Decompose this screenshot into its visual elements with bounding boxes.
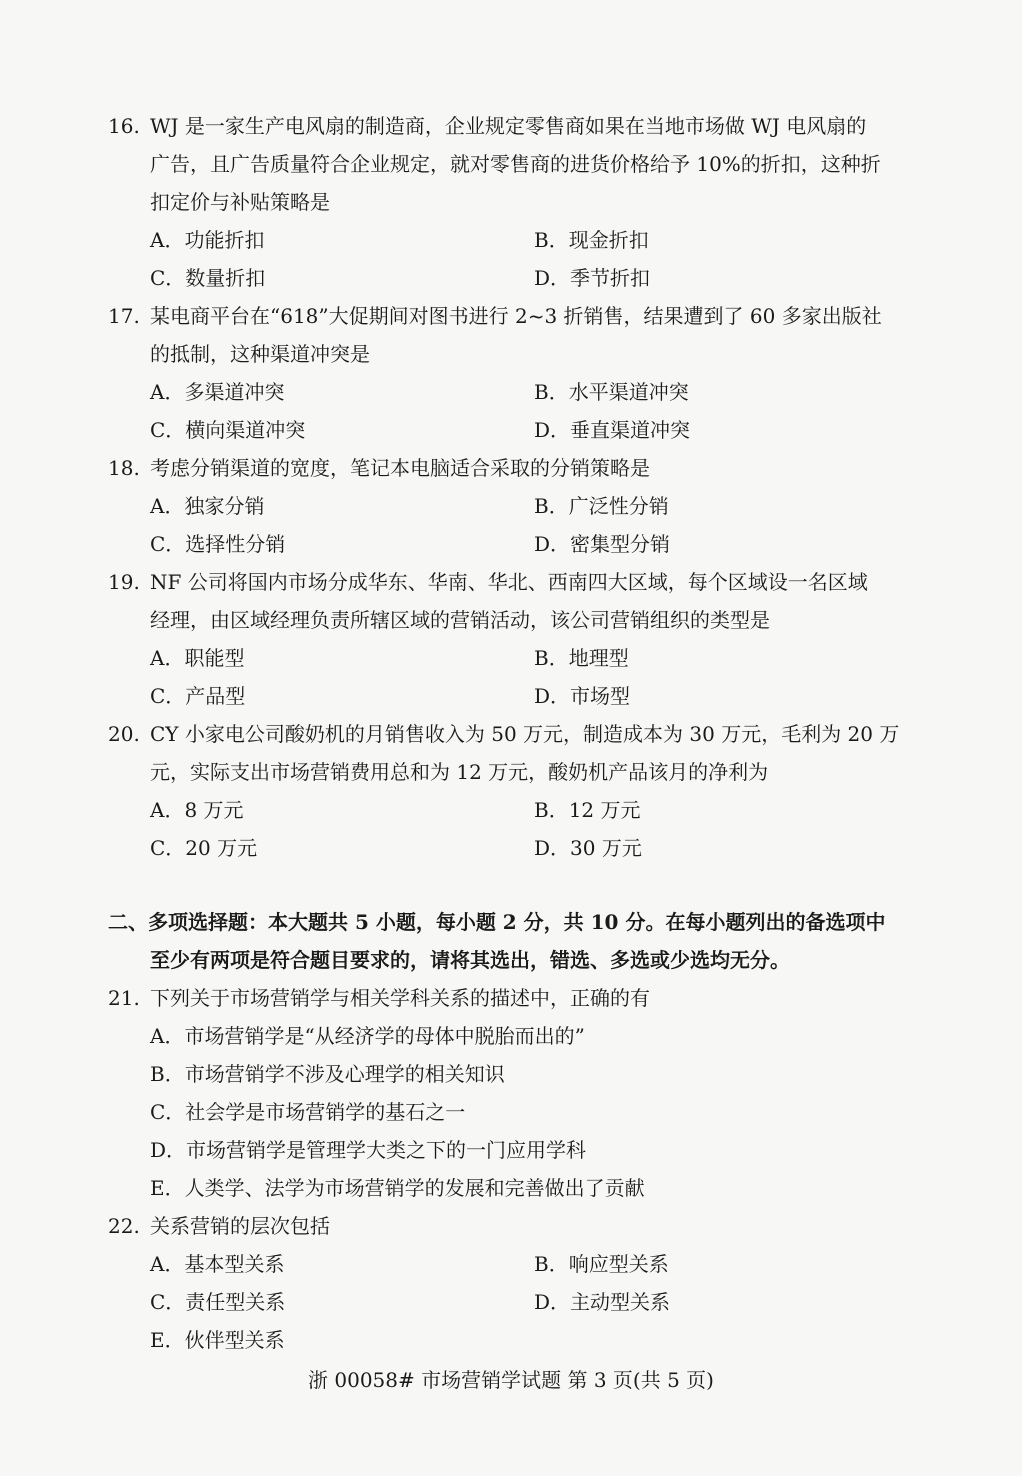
option-a: A．基本型关系 (150, 1252, 285, 1276)
option-b: B．12 万元 (534, 798, 641, 822)
question-stem-line: 下列关于市场营销学与相关学科关系的描述中，正确的有 (150, 986, 650, 1010)
option-a: A．8 万元 (150, 798, 244, 822)
question-stem-line: 广告，且广告质量符合企业规定，就对零售商的进货价格给予 10%的折扣，这种折 (150, 152, 881, 176)
option-c: C．选择性分销 (150, 532, 286, 556)
question-number: 20. (108, 722, 140, 746)
option-c: C．20 万元 (150, 836, 258, 860)
option-a: A．独家分销 (150, 494, 265, 518)
question-stem-line: 扣定价与补贴策略是 (150, 190, 330, 214)
option-b: B．现金折扣 (534, 228, 649, 252)
option-b: B．水平渠道冲突 (534, 380, 689, 404)
question-stem-line: 考虑分销渠道的宽度，笔记本电脑适合采取的分销策略是 (150, 456, 650, 480)
option-c: C．社会学是市场营销学的基石之一 (150, 1100, 466, 1124)
option-c: C．产品型 (150, 684, 246, 708)
option-a: A．职能型 (150, 646, 245, 670)
question-stem-line: CY 小家电公司酸奶机的月销售收入为 50 万元，制造成本为 30 万元，毛利为 20 万 (150, 722, 900, 746)
option-a: A．市场营销学是“从经济学的母体中脱胎而出的” (150, 1024, 585, 1048)
option-a: A．功能折扣 (150, 228, 265, 252)
section-heading: 二、多项选择题：本大题共 5 小题，每小题 2 分，共 10 分。在每小题列出的备选项中 (108, 910, 886, 934)
question-stem-line: 元，实际支出市场营销费用总和为 12 万元，酸奶机产品该月的净利为 (150, 760, 769, 784)
option-d: D．密集型分销 (534, 532, 671, 556)
question-number: 16. (108, 114, 140, 138)
question-number: 21. (108, 986, 140, 1010)
option-d: D．市场营销学是管理学大类之下的一门应用学科 (150, 1138, 587, 1162)
question-stem-line: 关系营销的层次包括 (150, 1214, 330, 1238)
question-number: 17. (108, 304, 140, 328)
question-stem-line: WJ 是一家生产电风扇的制造商，企业规定零售商如果在当地市场做 WJ 电风扇的 (150, 114, 867, 138)
page-footer: 浙 00058# 市场营销学试题 第 3 页(共 5 页) (308, 1368, 714, 1392)
option-d: D．季节折扣 (534, 266, 651, 290)
option-e: E．伙伴型关系 (150, 1328, 285, 1352)
question-number: 22. (108, 1214, 140, 1238)
option-b: B．广泛性分销 (534, 494, 669, 518)
question-number: 18. (108, 456, 140, 480)
question-stem-line: 的抵制，这种渠道冲突是 (150, 342, 370, 366)
question-number: 19. (108, 570, 140, 594)
question-stem-line: 某电商平台在“618”大促期间对图书进行 2~3 折销售，结果遭到了 60 多家出版社 (150, 304, 882, 328)
option-d: D．垂直渠道冲突 (534, 418, 691, 442)
option-c: C．责任型关系 (150, 1290, 286, 1314)
option-e: E．人类学、法学为市场营销学的发展和完善做出了贡献 (150, 1176, 645, 1200)
option-b: B．响应型关系 (534, 1252, 669, 1276)
section-heading-cont: 至少有两项是符合题目要求的，请将其选出，错选、多选或少选均无分。 (150, 948, 790, 972)
option-d: D．30 万元 (534, 836, 642, 860)
option-c: C．横向渠道冲突 (150, 418, 306, 442)
option-b: B．市场营销学不涉及心理学的相关知识 (150, 1062, 505, 1086)
option-d: D．主动型关系 (534, 1290, 671, 1314)
question-stem-line: 经理，由区域经理负责所辖区域的营销活动，该公司营销组织的类型是 (150, 608, 770, 632)
option-a: A．多渠道冲突 (150, 380, 285, 404)
option-b: B．地理型 (534, 646, 629, 670)
option-c: C．数量折扣 (150, 266, 266, 290)
option-d: D．市场型 (534, 684, 631, 708)
question-stem-line: NF 公司将国内市场分成华东、华南、华北、西南四大区域，每个区域设一名区域 (150, 570, 868, 594)
